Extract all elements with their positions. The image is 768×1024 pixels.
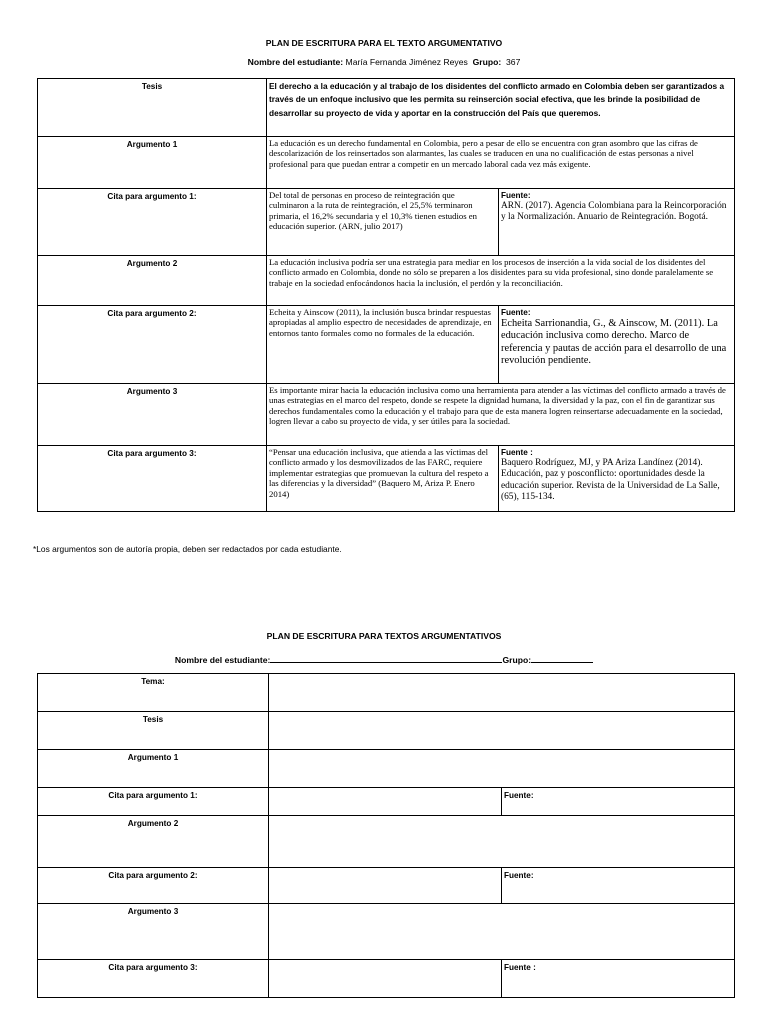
plan1-thesis-text: El derecho a la educación y al trabajo de los disidentes del conflicto armado en Colombia deben ser garantizados a través de un enfoque inclusivo que les permita su reinserción social efectiva, que les brinde la posibilidad de desarrollar su proyecto de vida y aportar en la construcción del País que queremos. xyxy=(267,79,735,137)
plan1-fuente1-label: Fuente: xyxy=(501,191,531,200)
plan1-arg3-row xyxy=(38,384,735,446)
plan1-cita3-text: “Pensar una educación inclusiva, que atienda a las víctimas del conflicto armado y los desmovilizados de las FARC, requiere implementar estrategias que promuevan la cultura del respeto a las diferencias y la diversidad” (Baquero M, Ariza P. Enero 2014) xyxy=(267,446,499,512)
plan1-thesis-row xyxy=(38,79,735,137)
plan2-cita3-row xyxy=(38,960,735,998)
plan1-group-value: 367 xyxy=(506,57,521,67)
plan2-fuente2-cell[interactable] xyxy=(502,868,735,904)
plan1-fuente3-label: Fuente : xyxy=(501,448,533,457)
plan1-fuente2-cell xyxy=(499,306,735,384)
plan1-table xyxy=(37,78,735,512)
plan1-cita3-row xyxy=(38,446,735,512)
plan1-arg1-row xyxy=(38,137,735,189)
plan1-cita1-row xyxy=(38,189,735,256)
plan1-cita3-label: Cita para argumento 3: xyxy=(38,446,267,512)
plan1-cita1-label: Cita para argumento 1: xyxy=(38,189,267,256)
plan2-cita1-row xyxy=(38,788,735,816)
plan1-thesis-label: Tesis xyxy=(38,79,267,137)
plan2-tema-field[interactable] xyxy=(269,674,735,712)
plan2-cita3-label: Cita para argumento 3: xyxy=(38,960,269,998)
footnote: *Los argumentos son de autoría propia, deben ser redactados por cada estudiante. xyxy=(33,544,342,554)
plan2-fuente2-label: Fuente: xyxy=(504,871,534,880)
plan1-cita1-text: Del total de personas en proceso de reintegración que culminaron a la ruta de reintegración, el 25,5% terminaron primaria, el 16,2% secundaria y el 10,3% tienen estudios en educación superior. (ARN, julio 2017) xyxy=(267,189,499,256)
plan2-group-label: Grupo: xyxy=(502,655,532,665)
plan1-cita2-label: Cita para argumento 2: xyxy=(38,306,267,384)
plan1-title: PLAN DE ESCRITURA PARA EL TEXTO ARGUMENTATIVO xyxy=(265,38,503,48)
plan2-cita1-label: Cita para argumento 1: xyxy=(38,788,269,816)
plan1-student-label: Nombre del estudiante: xyxy=(247,57,344,67)
plan1-arg1-label: Argumento 1 xyxy=(38,137,267,189)
plan2-arg1-field[interactable] xyxy=(269,750,735,788)
plan1-student-name: María Fernanda Jiménez Reyes xyxy=(345,57,468,67)
plan1-arg2-label: Argumento 2 xyxy=(38,256,267,306)
plan1-fuente1-text: ARN. (2017). Agencia Colombiana para la Reincorporación y la Normalización. Anuario de Reintegración. Bogotá. xyxy=(501,201,727,223)
plan1-arg2-row xyxy=(38,256,735,306)
plan2-tema-row xyxy=(38,674,735,712)
plan2-arg3-label: Argumento 3 xyxy=(38,904,269,960)
plan2-arg2-label: Argumento 2 xyxy=(38,816,269,868)
plan1-group-label: Grupo: xyxy=(472,57,502,67)
plan1-arg1-text: La educación es un derecho fundamental en Colombia, pero a pesar de ello se encuentra con gran asombro que las cifras de descolarización de los reinsertados son alarmantes, las cuales se traducen en una no cualificación de estas personas a nivel profesional para que puedan entrar a competir en un mercado laboral cada vez más exigente. xyxy=(267,137,735,189)
plan2-fuente1-label: Fuente: xyxy=(504,791,534,800)
plan1-fuente1-cell xyxy=(499,189,735,256)
plan2-fuente3-cell[interactable] xyxy=(502,960,735,998)
plan2-cita2-label: Cita para argumento 2: xyxy=(38,868,269,904)
plan2-arg3-row xyxy=(38,904,735,960)
plan2-arg1-row xyxy=(38,750,735,788)
plan2-title: PLAN DE ESCRITURA PARA TEXTOS ARGUMENTATIVOS xyxy=(266,631,502,641)
plan1-student-line xyxy=(0,57,768,67)
plan2-cita3-field[interactable] xyxy=(269,960,502,998)
plan2-table xyxy=(37,673,735,998)
plan2-arg2-row xyxy=(38,816,735,868)
plan1-arg2-text: La educación inclusiva podría ser una estrategia para mediar en los procesos de inserción a la vida social de los disidentes del conflicto armado en Colombia, donde no sólo se preparen a los disidentes para su vida profesional, sino donde paralelamente se trabaje en la sociedad enfocándonos hacia la inclusión, el perdón y la reconciliación. xyxy=(267,256,735,306)
plan1-fuente2-label: Fuente: xyxy=(501,308,531,317)
plan1-fuente3-text: Baquero Rodríguez, MJ, y PA Ariza Landínez (2014). Educación, paz y posconflicto: oportunidades desde la educación superior. Revista de la Universidad de La Salle, (65), 115-134. xyxy=(501,458,720,503)
plan2-group-blank[interactable] xyxy=(531,653,593,663)
plan2-student-name-blank[interactable] xyxy=(270,653,502,663)
plan2-arg1-label: Argumento 1 xyxy=(38,750,269,788)
plan1-fuente3-cell xyxy=(499,446,735,512)
plan2-thesis-field[interactable] xyxy=(269,712,735,750)
plan1-cita2-row xyxy=(38,306,735,384)
plan1-arg3-text: Es importante mirar hacia la educación inclusiva como una herramienta para atender a las víctimas del conflicto armado a través de unas estrategias en el marco del respeto, donde se respete la dignidad humana, la diversidad y la paz, con el fin de garantizar sus derechos fundamentales como la educación y el trabajo para que de esta manera logren reinsertarse adecuadamente en la sociedad, logren llevar a cabo su proyecto de vida, y ser útiles para la sociedad. xyxy=(267,384,735,446)
plan1-arg3-label: Argumento 3 xyxy=(38,384,267,446)
plan2-arg2-field[interactable] xyxy=(269,816,735,868)
plan1-cita2-text: Echeita y Ainscow (2011), la inclusión busca brindar respuestas apropiadas al amplio espectro de necesidades de aprendizaje, en entornos tanto formales como no formales de la educación. xyxy=(267,306,499,384)
plan2-cita2-row xyxy=(38,868,735,904)
plan2-fuente3-label: Fuente : xyxy=(504,963,536,972)
plan2-fuente1-cell[interactable] xyxy=(502,788,735,816)
plan2-cita1-field[interactable] xyxy=(269,788,502,816)
plan2-thesis-row xyxy=(38,712,735,750)
plan2-tema-label: Tema: xyxy=(38,674,269,712)
plan2-student-label: Nombre del estudiante: xyxy=(174,655,271,665)
plan2-cita2-field[interactable] xyxy=(269,868,502,904)
plan2-student-line xyxy=(0,653,768,665)
plan2-arg3-field[interactable] xyxy=(269,904,735,960)
plan1-fuente2-text: Echeita Sarrionandia, G., & Ainscow, M. (2011). La educación inclusiva como derecho. Marco de referencia y pautas de acción para el desarrollo de una revolución pendiente. xyxy=(501,318,727,367)
plan2-thesis-label: Tesis xyxy=(38,712,269,750)
